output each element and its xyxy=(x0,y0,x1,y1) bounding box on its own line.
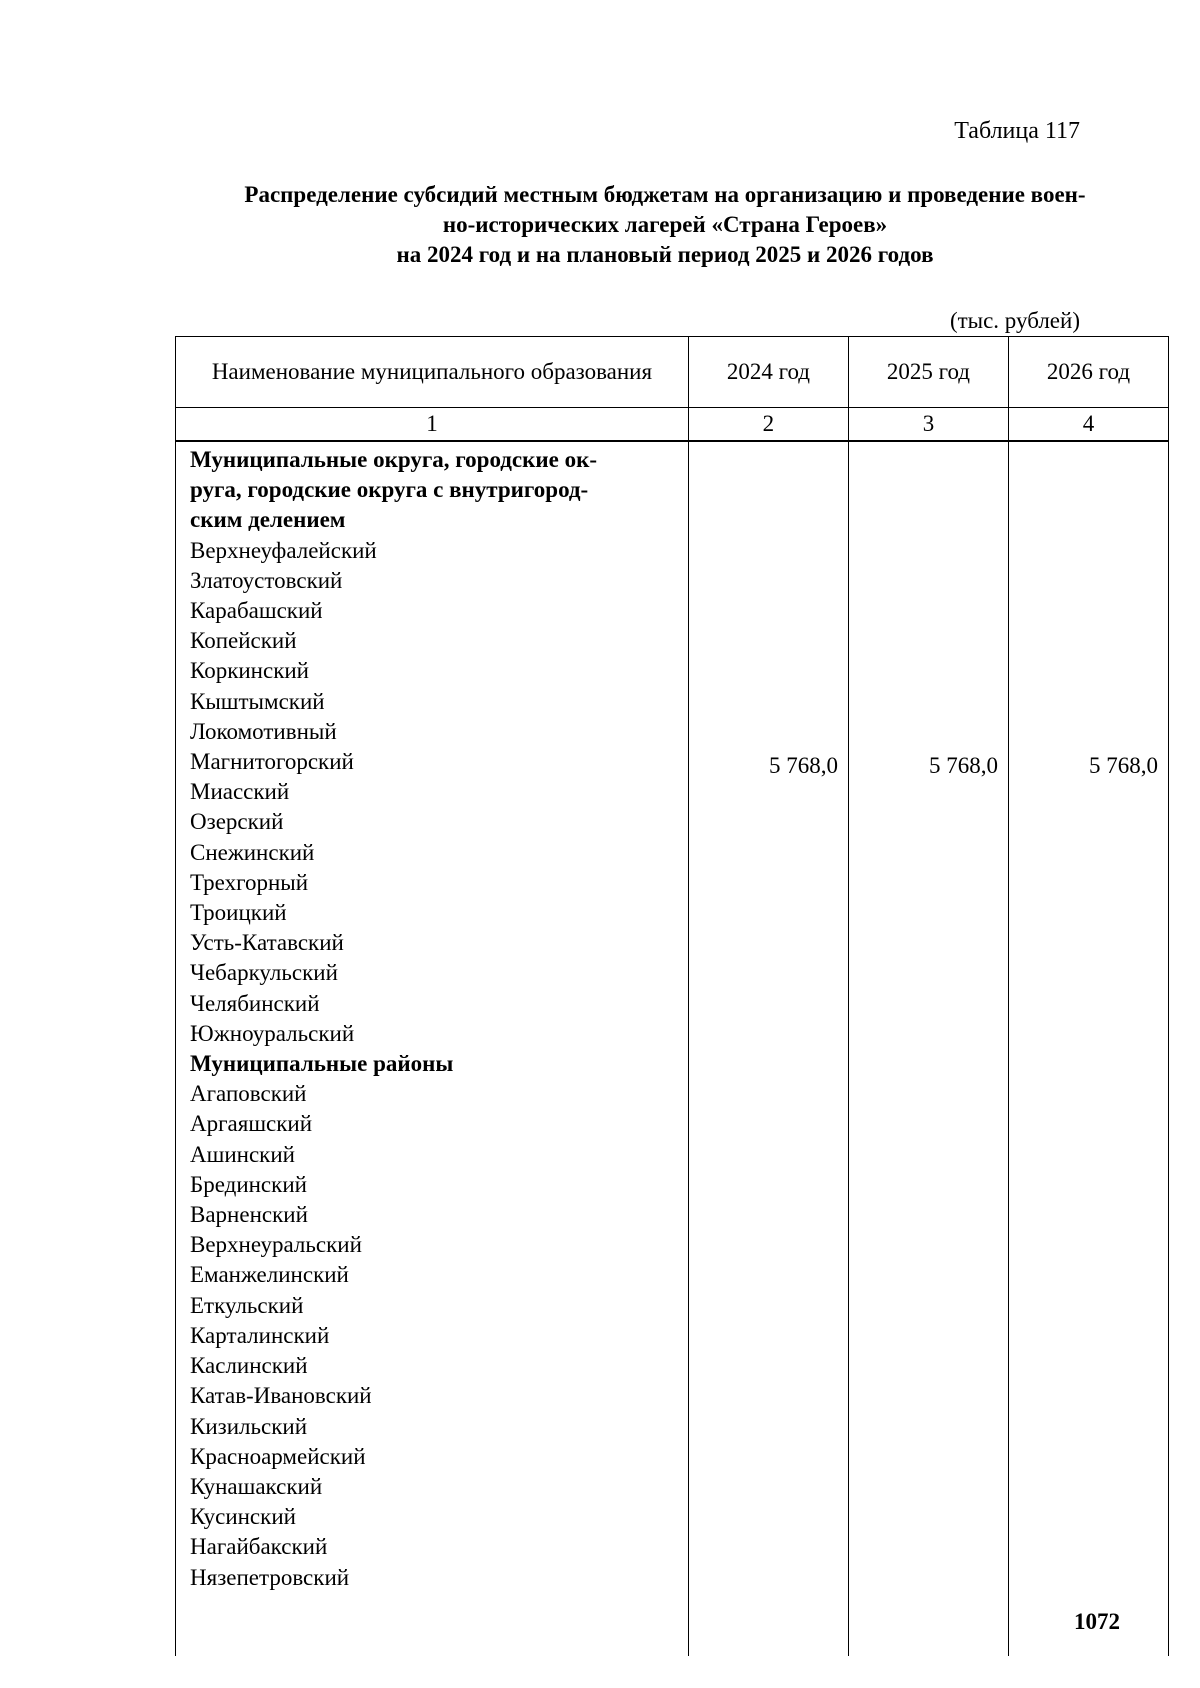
municipality-name: Варненский xyxy=(190,1202,308,1228)
municipality-name: Чебаркульский xyxy=(190,960,338,986)
municipality-name: Озерский xyxy=(190,809,284,835)
group-heading: Муниципальные округа, городские ок- xyxy=(190,447,598,472)
page-number: 1072 xyxy=(1074,1609,1120,1634)
municipality-name: Красноармейский xyxy=(190,1443,366,1469)
header-2026: 2026 год xyxy=(1008,337,1168,407)
municipality-name: Ашинский xyxy=(190,1141,295,1167)
table-body xyxy=(175,441,1169,1656)
municipality-name: Златоустовский xyxy=(190,567,343,593)
municipality-name: Снежинский xyxy=(190,839,315,865)
municipality-name: Нагайбакский xyxy=(190,1534,328,1560)
title-line: на 2024 год и на плановый период 2025 и 2026 годов xyxy=(396,242,934,267)
column-number: 1 xyxy=(426,411,438,436)
municipality-name: Кыштымский xyxy=(190,688,325,714)
header-name: Наименование муниципального образования xyxy=(211,359,653,384)
municipality-name: Миасский xyxy=(190,779,290,805)
column-number: 4 xyxy=(1008,408,1168,440)
municipality-name: Карабашский xyxy=(190,598,323,624)
municipality-name: Кизильский xyxy=(190,1413,308,1439)
column-number: 3 xyxy=(848,408,1008,440)
names-column xyxy=(176,442,688,1656)
title-line: Распределение субсидий местным бюджетам на организацию и проведение воен- xyxy=(244,182,1086,207)
values-2024-column xyxy=(688,442,848,1656)
units-label: (тыс. рублей) xyxy=(949,308,1080,333)
subsidy-table xyxy=(175,336,1169,1656)
group-heading: руга, городские округа с внутригород- xyxy=(190,477,589,503)
municipality-name: Копейский xyxy=(190,628,297,654)
values-2025-column xyxy=(848,442,1008,1656)
document-title xyxy=(170,180,1160,270)
header-2024: 2024 год xyxy=(688,337,848,407)
municipality-name: Верхнеуральский xyxy=(190,1232,362,1258)
municipality-name: Локомотивный xyxy=(190,718,337,744)
municipality-name: Кусинский xyxy=(190,1504,296,1530)
municipality-name: Катав-Ивановский xyxy=(190,1383,372,1409)
municipality-name: Еткульский xyxy=(190,1292,304,1318)
municipality-name: Челябинский xyxy=(190,990,320,1016)
table-number: Таблица 117 xyxy=(954,118,1080,144)
municipality-name: Трехгорный xyxy=(190,869,309,895)
title-line: но-исторических лагерей «Страна Героев» xyxy=(442,212,888,237)
group-heading: ским делением xyxy=(190,507,346,533)
table-header-row xyxy=(175,336,1169,408)
municipality-name: Коркинский xyxy=(190,658,309,684)
value-2025: 5 768,0 xyxy=(928,753,998,778)
municipality-name: Карталинский xyxy=(190,1322,330,1348)
municipality-name: Каслинский xyxy=(190,1353,308,1379)
municipality-name: Усть-Катавский xyxy=(190,930,344,956)
column-number-row xyxy=(175,408,1169,441)
value-2024: 5 768,0 xyxy=(768,753,838,778)
municipality-name: Магнитогорский xyxy=(190,749,354,775)
value-2026: 5 768,0 xyxy=(1088,753,1158,778)
municipality-name: Кунашакский xyxy=(190,1473,323,1499)
municipality-name: Верхнеуфалейский xyxy=(190,537,377,563)
municipality-name: Троицкий xyxy=(190,900,287,926)
municipality-name: Агаповский xyxy=(190,1081,307,1107)
group-heading: Муниципальные районы xyxy=(190,1051,454,1077)
municipality-name: Южноуральский xyxy=(190,1020,355,1046)
municipality-name: Брединский xyxy=(190,1171,307,1197)
header-2025: 2025 год xyxy=(848,337,1008,407)
municipality-name: Еманжелинский xyxy=(190,1262,349,1288)
values-2026-column xyxy=(1008,442,1168,1656)
municipality-name: Нязепетровский xyxy=(190,1564,350,1590)
column-number: 2 xyxy=(688,408,848,440)
municipality-name: Аргаяшский xyxy=(190,1111,313,1137)
